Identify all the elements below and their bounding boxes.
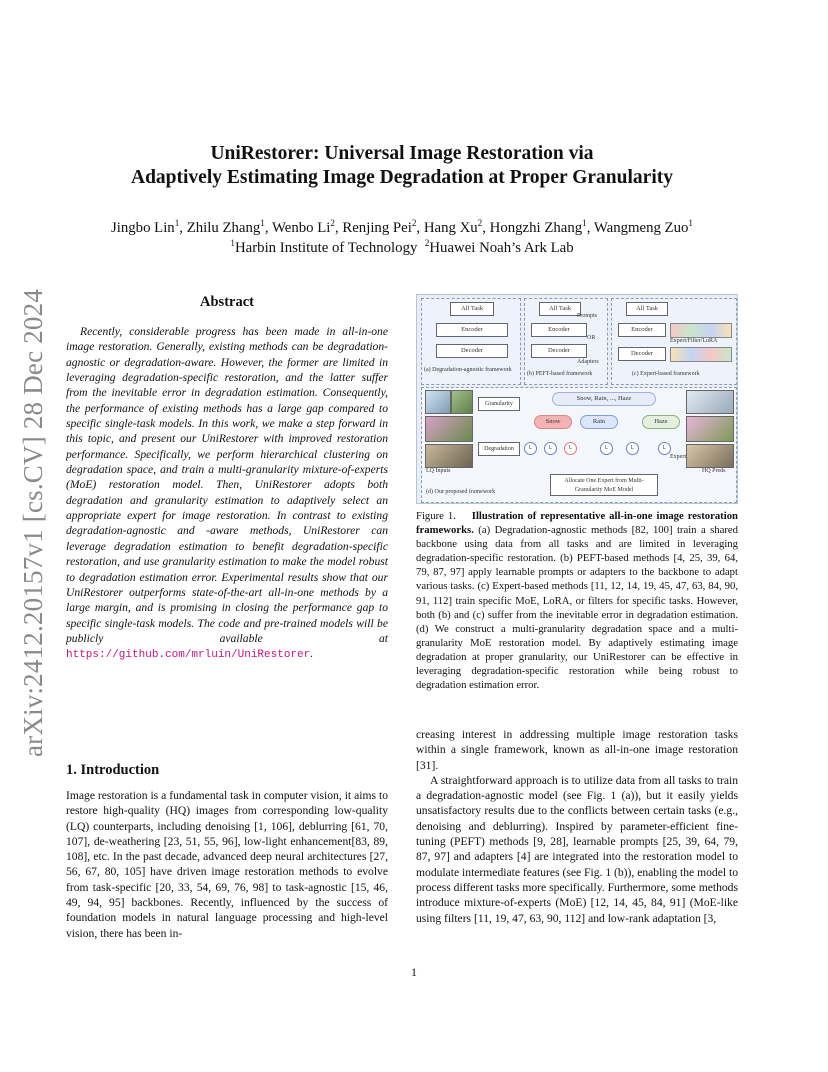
panel-d: [421, 387, 737, 503]
degradation-box: Degradation: [478, 442, 520, 456]
title-line-2: Adaptively Estimating Image Degradation at Proper Granularity: [130, 167, 673, 188]
author-list: Jingbo Lin$^1$, Zhilu Zhang$^1$, Wenbo Li$^2$, Renjing Pei$^2$, Hang Xu$^2$, Hongzhi Zhang$^1$, Wangmeng Zuo$^1$: [111, 218, 693, 236]
panel-b-label: (b) PEFT-based framework: [527, 371, 593, 377]
page-number: 1: [411, 965, 417, 979]
lq-thumb-3: [425, 416, 473, 442]
expert-node: L: [524, 442, 537, 455]
arxiv-stamp: arXiv:2412.20157v1 [cs.CV] 28 Dec 2024: [18, 288, 48, 757]
expert-node: L: [658, 442, 671, 455]
affiliation-number: 2: [424, 238, 430, 249]
affiliation-list: [60, 238, 744, 258]
panel-a: [421, 298, 521, 385]
caption-figure-number: Figure 1.: [416, 510, 456, 522]
code-url-link[interactable]: https://github.com/mrluin/UniRestorer: [66, 649, 311, 662]
panel-c-label: (c) Expert-based framework: [632, 371, 700, 377]
author-name: Wangmeng Zuo: [593, 220, 689, 236]
affiliation-number: 1: [230, 238, 235, 249]
panel-b-or: OR: [587, 335, 596, 341]
panel-b-decoder: Decoder: [531, 344, 587, 358]
author-block: [60, 218, 744, 258]
caption-text: (a) Degradation-agnostic methods [82, 100] train a shared backbone using data from all tasks and are limited in leveraging degradation-specific restoration. (b) PEFT-based methods [4, 25, 39, 64, 79, 87, 97] apply learnable prompts or adapters to the backbone to adapt various tasks. (c) Expert-based methods [11, 12, 14, 19, 45, 47, 63, 84, 90, 91, 112] train specific MoE, LoRA, or filters for specific tasks. However, both (b) and (c) suffer from the inevitable error in degradation estimation. (d) We construct a multi-granularity degradation space and a multi-granularity MoE restoration model. By adaptively estimating image degradation at proper granularity, our UniRestorer can be effective in leveraging degradation-specific restoration while being robust to degradation estimation error.: [416, 524, 738, 692]
expert-node: L: [544, 442, 557, 455]
panel-c-encoder: Encoder: [618, 323, 666, 337]
author-affiliation-mark: 2: [477, 218, 483, 229]
paper-title: [60, 142, 744, 190]
affiliation-name: Harbin Institute of Technology: [234, 240, 418, 256]
lq-thumb-4: [425, 444, 473, 468]
abstract-section: [66, 292, 388, 664]
author-affiliation-mark: 1: [260, 218, 265, 229]
expert-node: L: [564, 442, 577, 455]
intro-paragraph: Image restoration is a fundamental task in computer vision, it aims to restore high-quality (HQ) images from corresponding low-quality (LQ) counterparts, including denoising [1, 106], deblurring [61, 70, 107], de-weathering [23, 51, 55, 96], low-light enhancement[83, 89, 108], etc. In the past decade, advanced deep neural architectures [27, 56, 67, 80, 105] have driven image restoration methods to evolve from task-specific [20, 33, 54, 69, 76, 98] to task-agnostic [15, 46, 49, 94, 95] backbones. Recently, influenced by the success of foundation models in natural language processing and high-level vision, there has been in-: [66, 789, 388, 940]
expert-label: Expert: [670, 454, 686, 460]
snow-pill: Snow: [534, 415, 572, 429]
panel-c-decoder: Decoder: [618, 347, 666, 361]
abstract-paragraph: Recently, considerable progress has been made in all-in-one image restoration. Generally, existing methods can be degradation-agnostic or degradation-aware. However, the former are limited in leveraging degradation-specific restoration, and the latter suffer from the inevitable error in degradation estimation. Consequently, the performance of existing methods has a large gap compared to specific single-task models. In this work, we make a step forward in this topic, and present our UniRestorer with improved restoration performance. Specifically, we perform hierarchical clustering on degradation space, and train a multi-granularity mixture-of-experts (MoE) restoration model. Then, UniRestorer adopts both degradation and granularity estimation to adaptively select an appropriate expert for image restoration. In contrast to existing degradation-agnostic and -aware methods, UniRestorer can leverage degradation estimation to benefit degradation-specific restoration, and use granularity estimation to make the model robust to degradation estimation error. Experimental results show that our UniRestorer outperforms state-of-the-art all-in-one methods by a large margin, and is promising in closing the performance gap to specific single-task models. The code and pre-trained models will be publicly available at https://github.com/mrluin/UniRestorer.: [66, 325, 388, 662]
panel-b-encoder: Encoder: [531, 323, 587, 337]
author-affiliation-mark: 1: [174, 218, 180, 229]
author-affiliation-mark: 1: [582, 218, 587, 229]
panel-b-adapters: Adapters: [577, 359, 599, 365]
expert-node: L: [600, 442, 613, 455]
lq-thumb-1: [425, 390, 451, 414]
panel-a-task: All Task: [450, 302, 494, 316]
rain-pill: Rain: [580, 415, 618, 429]
title-line-1: UniRestorer: Universal Image Restoration via: [210, 143, 594, 164]
panel-b-prompts: Prompts: [577, 313, 598, 319]
expert-bank-top: [670, 323, 732, 338]
hq-label: HQ Preds: [702, 468, 726, 474]
hq-thumb-3: [686, 444, 734, 468]
author-affiliation-mark: 1: [688, 218, 693, 229]
panel-b-task: All Task: [539, 302, 581, 316]
right-paragraph-2: A straightforward approach is to utilize data from all tasks to train a degradation-agnostic model (see Fig. 1 (a)), but it easily yields unsatisfactory results due to the conflicts between certain tasks (e.g., denoising and deblurring). Inspired by parameter-efficient fine-tuning (PEFT) methods [9, 28], learnable prompts [25, 39, 64, 79, 87, 97] and adapters [4] are integrated into the restoration model to modulate intermediate features (see Fig. 1 (b)), enabling the model to process different tasks more specifically. Furthermore, some methods introduce mixture-of-experts (MoE) [12, 14, 45, 84, 91] (MoE-like using filters [11, 19, 47, 63, 90, 112] and low-rank adaptation [3,: [416, 773, 738, 925]
author-name: Zhilu Zhang: [186, 220, 261, 236]
panel-b: [524, 298, 608, 385]
abstract-heading: Abstract: [200, 294, 254, 310]
author-name: Hang Xu: [423, 220, 478, 236]
panel-a-label: (a) Degradation-agnostic framework: [424, 367, 512, 373]
panel-d-label: (d) Our proposed framework: [426, 489, 496, 495]
lq-label: LQ Inputs: [426, 468, 451, 474]
expert-node: L: [626, 442, 639, 455]
granularity-box: Granularity: [478, 397, 520, 411]
abstract-text: Recently, considerable progress has been made in all-in-one image restoration. Generally, existing methods can be degradation-agnostic or degradation-aware. However, the former are limited in leveraging degradation-specific restoration, and the latter suffer from the inevitable error in degradation estimation. Consequently, the performance of existing methods has a large gap compared to specific single-task models. In this work, we make a step forward in this topic, and present our UniRestorer with improved restoration performance. Specifically, we perform hierarchical clustering on degradation space, and train a multi-granularity mixture-of-experts (MoE) restoration model. Then, UniRestorer adopts both degradation and granularity estimation to adaptively select an appropriate expert for image restoration. In contrast to existing degradation-agnostic and -aware methods, UniRestorer can leverage degradation estimation to benefit degradation-specific restoration, and use granularity estimation to make the model robust to degradation estimation error. Experimental results show that our UniRestorer outperforms state-of-the-art all-in-one methods by a large margin, and is promising in closing the performance gap to specific single-task models. The code and pre-trained models will be publicly available at: [66, 325, 388, 645]
panel-a-encoder: Encoder: [436, 323, 508, 337]
allocate-box: Allocate One Expert from Multi-Granularity MoE Model: [550, 474, 658, 496]
right-paragraph-1: creasing interest in addressing multiple image restoration tasks within a single framework, known as all-in-one image restoration [31].: [416, 728, 738, 772]
hq-thumb-2: [686, 416, 734, 442]
author-affiliation-mark: 2: [330, 218, 335, 229]
lq-thumb-2: [451, 390, 473, 414]
caption-bold: Illustration of representative all-in-one image restoration frameworks.: [416, 510, 739, 537]
panel-c-experts: Expert/Filter/LoRA: [670, 338, 718, 344]
author-name: Wenbo Li: [271, 220, 331, 236]
panel-c: [611, 298, 737, 385]
author-name: Jingbo Lin: [111, 220, 175, 236]
intro-heading: 1. Introduction: [66, 762, 160, 778]
panel-c-task: All Task: [626, 302, 668, 316]
right-column-body: [416, 727, 738, 926]
author-affiliation-mark: 2: [411, 218, 417, 229]
figure-caption: [416, 509, 738, 692]
expert-bank-bottom: [670, 347, 732, 362]
coarse-pill: Snow, Rain, ..., Haze: [552, 392, 656, 406]
hq-thumb-1: [686, 390, 734, 414]
haze-pill: Haze: [642, 415, 680, 429]
affiliation-name: Huawei Noah’s Ark Lab: [429, 240, 574, 256]
author-name: Hongzhi Zhang: [489, 220, 583, 236]
panel-a-decoder: Decoder: [436, 344, 508, 358]
figure-1: [416, 294, 738, 504]
author-name: Renjing Pei: [342, 220, 412, 236]
